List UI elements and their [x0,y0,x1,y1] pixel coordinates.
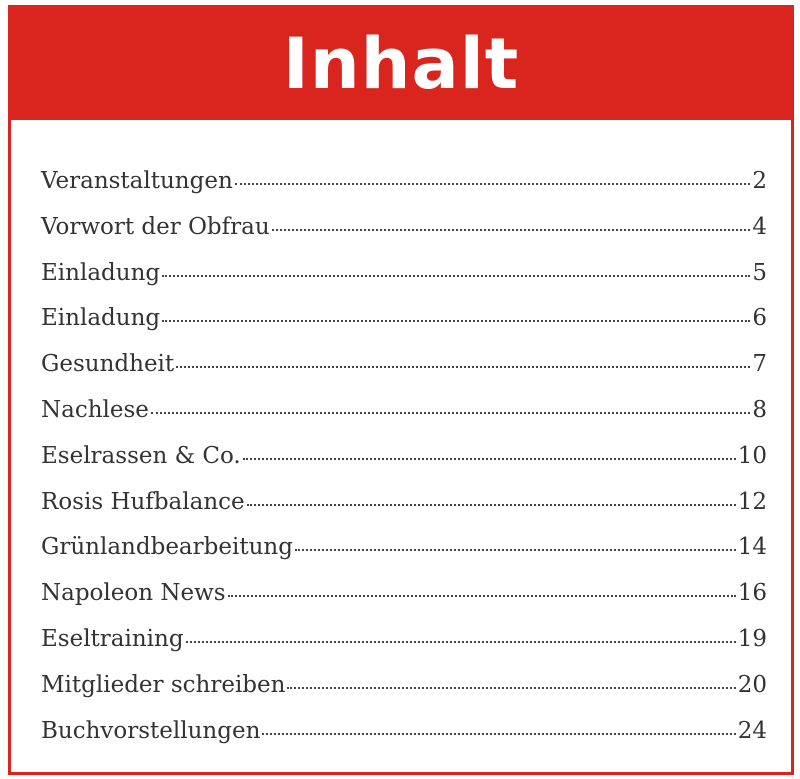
dot-leader [272,229,751,231]
toc-entry[interactable] [41,351,767,397]
toc-entry-page: 20 [737,671,767,698]
toc-entry-title: Nachlese [41,396,149,423]
toc-entry-title: Vorwort der Obfrau [41,213,270,240]
table-of-contents [41,168,767,763]
dot-leader [228,595,736,597]
toc-entry-page: 6 [752,305,767,332]
contents-frame [8,5,794,775]
toc-entry-page: 10 [737,442,767,469]
toc-entry-title: Veranstaltungen [41,168,233,194]
toc-entry[interactable] [41,305,767,351]
toc-entry-title: Buchvorstellungen [41,717,261,744]
toc-entry-title: Gesundheit [41,351,175,378]
toc-entry-page: 19 [737,625,767,652]
toc-entry-title: Napoleon News [41,580,226,607]
toc-entry-page: 14 [737,534,767,561]
dot-leader [176,366,750,368]
dot-leader [151,412,750,414]
toc-entry-title: Mitglieder schreiben [41,671,286,698]
toc-entry-page: 8 [752,396,767,423]
toc-entry-title: Einladung [41,305,161,332]
toc-entry[interactable] [41,443,767,489]
dot-leader [186,641,736,643]
toc-entry-page: 16 [737,580,767,607]
toc-entry-page: 2 [752,168,767,194]
toc-entry[interactable] [41,260,767,306]
toc-entry-page: 7 [752,351,767,378]
toc-entry[interactable] [41,534,767,580]
dot-leader [162,275,750,277]
toc-entry-page: 4 [752,213,767,240]
toc-entry-title: Einladung [41,259,161,286]
toc-entry-page: 24 [737,717,767,744]
toc-entry-page: 5 [752,259,767,286]
page-title: Inhalt [282,23,520,105]
toc-entry-title: Grünlandbearbeitung [41,534,293,561]
toc-entry-title: Eseltraining [41,625,184,652]
dot-leader [247,504,736,506]
toc-entry[interactable] [41,168,767,214]
toc-entry-page: 12 [737,488,767,515]
dot-leader [243,458,736,460]
dot-leader [235,183,751,185]
dot-leader [162,320,750,322]
toc-entry[interactable] [41,672,767,718]
toc-entry[interactable] [41,718,767,764]
toc-entry[interactable] [41,489,767,535]
header-banner [11,8,791,120]
dot-leader [295,549,736,551]
dot-leader [262,733,735,735]
dot-leader [287,687,735,689]
toc-entry[interactable] [41,580,767,626]
toc-entry-title: Rosis Hufbalance [41,488,245,515]
toc-entry[interactable] [41,214,767,260]
toc-entry[interactable] [41,626,767,672]
toc-entry-title: Eselrassen & Co. [41,442,241,469]
toc-entry[interactable] [41,397,767,443]
